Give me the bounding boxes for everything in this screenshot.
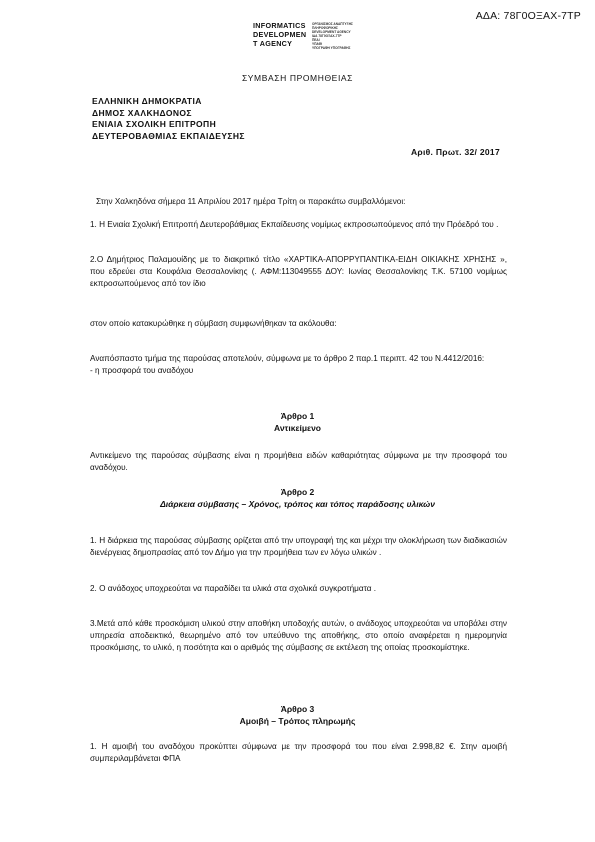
article-title: Αμοιβή – Τρόπος πληρωμής <box>239 716 356 726</box>
logo-small-line: ΠΕΑΙ <box>312 38 320 42</box>
article-number: Άρθρο 3 <box>280 704 315 714</box>
logo-small-line: ΟΡΓΑΝΙΣΜΟΣ ΑΝΑΠΤΥΞΗΣ <box>312 22 353 26</box>
article-2-heading <box>0 486 595 510</box>
authority-line: ΔΕΥΤΕΡΟΒΑΘΜΙΑΣ ΕΚΠΑΙΔΕΥΣΗΣ <box>92 130 245 141</box>
integral-paragraph <box>90 353 507 377</box>
integral-text: Αναπόσπαστο τμήμα της παρούσας αποτελούν, σύμφωνα με το άρθρο 2 παρ.1 περιπτ. 42 του Ν.4412/2016: <box>90 354 485 363</box>
logo-small-line: ΠΛΗΡΟΦΟΡΙΚΗΣ <box>312 26 338 30</box>
logo-small-line: DEVELOPMENT AGENCY <box>312 30 351 34</box>
article-number: Άρθρο 2 <box>280 487 315 497</box>
article-2-paragraph-3: 3.Μετά από κάθε προσκόμιση υλικού στην αποθήκη υποδοχής αυτών, ο ανάδοχος υποχρεούται να υποβάλει στην υπηρεσία αποδεικτικό, θεωρημένο από τον υπεύθυνο της αποθήκης, στο οποίο αναφέρεται η ημερομηνία προσκόμισης, το υλικό, η ποσότητα και ο αριθμός της σύμβασης σε εκτέλεση της οποίας προσκομίστηκε. <box>90 619 507 652</box>
article-1-heading <box>0 410 595 434</box>
protocol-number: Αριθ. Πρωτ. 32/ 2017 <box>410 147 500 157</box>
document-title: ΣΥΜΒΑΣΗ ΠΡΟΜΗΘΕΙΑΣ <box>241 73 354 83</box>
party-2-paragraph: 2.Ο Δημήτριος Παλαμουίδης με το διακριτικό τίτλο «ΧΑΡΤΙΚΑ-ΑΠΟΡΡΥΠΑΝΤΙΚΑ-ΕΙΔΗ ΟΙΚΙΑΚΗΣ ΧΡΗΣΗΣ », που εδρεύει στα Κουφάλια Θεσσαλονίκης (. ΑΦΜ:113049555 ΔΟΥ: Ιωνίας Θεσσαλονίκης Τ.Κ. 57100 νομίμως εκπροσωπούμενος από τον ίδιο <box>90 255 507 288</box>
article-2-paragraph-1: 1. Η διάρκεια της παρούσας σύμβασης ορίζεται από την υπογραφή της και μέχρι την ολοκλήρωση των διαδικασιών διενέργειας δημοπρασίας από τον Δήμο για την προμήθεια των εν λόγω υλικών . <box>90 536 507 557</box>
logo-small-line: ΥΠΟΓΡΑΦΗ ΥΠΟΓΡΑΦΗΣ <box>312 46 351 50</box>
logo-line: DEVELOPMEN <box>253 30 307 39</box>
authority-line: ΕΝΙΑΙΑ ΣΧΟΛΙΚΗ ΕΠΙΤΡΟΠΗ <box>92 119 217 129</box>
authority-heading <box>92 96 245 142</box>
integral-item: - η προσφορά του αναδόχου <box>90 365 194 375</box>
logo-small-line: ΥΠΑΦΙ <box>312 42 323 46</box>
article-1-text: Αντικείμενο της παρούσας σύμβασης είναι η προμήθεια ειδών καθαριότητας σύμφωνα με την προσφορά του αναδόχου. <box>90 451 507 472</box>
agency-logo-text <box>253 21 306 48</box>
article-title: Διάρκεια σύμβασης – Χρόνος, τρόπος και τόπος παράδοσης υλικών <box>160 499 435 509</box>
authority-line: ΕΛΛΗΝΙΚΗ ΔΗΜΟΚΡΑΤΙΑ <box>92 96 202 106</box>
authority-line: ΔΗΜΟΣ ΧΑΛΚΗΔΟΝΟΣ <box>92 107 192 118</box>
logo-small-line: ΙΔΑ 78Γ0ΟΞΑΧ-7ΤΡ <box>312 34 342 38</box>
logo-line: T AGENCY <box>253 39 293 48</box>
article-number: Άρθρο 1 <box>280 411 315 421</box>
article-3-heading <box>0 703 595 727</box>
article-2-paragraph-2: 2. Ο ανάδοχος υποχρεούται να παραδίδει τα υλικά στα σχολικά συγκροτήματα . <box>90 584 377 593</box>
article-3-paragraph-1: 1. Η αμοιβή του αναδόχου προκύπτει σύμφωνα με την προσφορά του που είναι 2.998,82 €. Στην αμοιβή συμπεριλαμβάνεται ΦΠΑ <box>90 742 507 763</box>
party-1-paragraph: 1. Η Ενιαία Σχολική Επιτροπή Δευτεροβάθμιας Εκπαίδευσης νομίμως εκπροσωπούμενος από την Πρόεδρό του . <box>90 220 499 229</box>
intro-paragraph: Στην Χαλκηδόνα σήμερα 11 Απριλίου 2017 ημέρα Τρίτη οι παρακάτω συμβαλλόμενοι: <box>96 197 406 206</box>
agency-logo-subtext <box>312 22 353 50</box>
logo-line: INFORMATICS <box>253 21 306 30</box>
agreed-paragraph: στον οποίο κατακυρώθηκε η σύμβαση συμφωνήθηκαν τα ακόλουθα: <box>90 319 337 328</box>
article-title: Αντικείμενο <box>274 423 321 433</box>
ada-code: ΑΔΑ: 78Γ0ΟΞΑΧ-7ΤΡ <box>475 10 581 22</box>
